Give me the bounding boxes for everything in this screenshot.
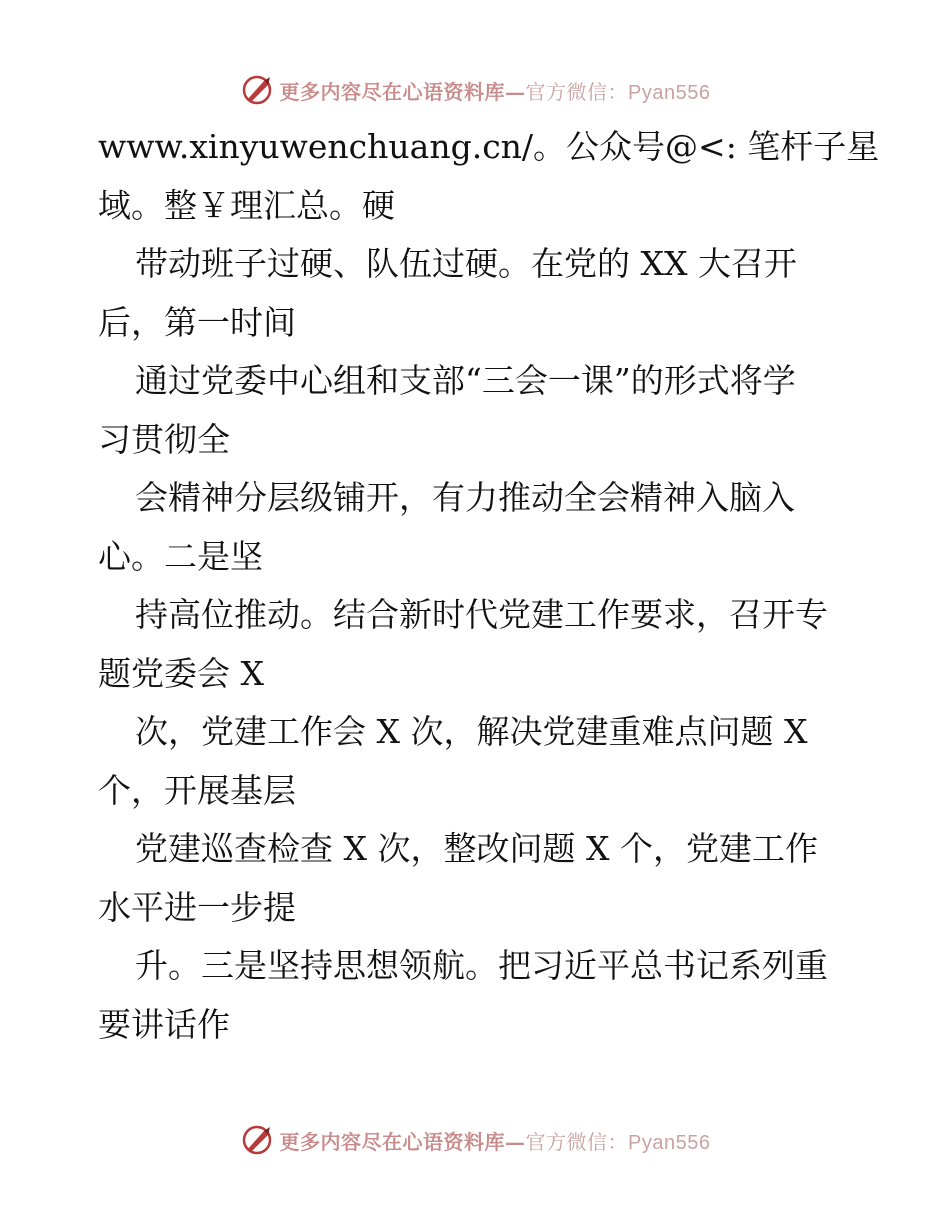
text-line: 通过党委中心组和支部“三会一课”的形式将学: [135, 361, 796, 400]
text-line: 习贯彻全: [98, 419, 230, 459]
text-line: 持高位推动。结合新时代党建工作要求，召开专: [135, 595, 828, 634]
footer-banner-text: [280, 1126, 711, 1155]
text-line: 会精神分层级铺开，有力推动全会精神入脑入: [135, 478, 795, 517]
pen-nib-logo-icon: [240, 1123, 274, 1157]
header-banner-text: [280, 76, 711, 105]
text-line: 后，第一时间: [98, 302, 296, 342]
footer-banner: [0, 1120, 950, 1160]
header-banner-slogan: 更多内容尽在心语资料库—: [279, 79, 526, 104]
text-line: 党建巡查检查 X 次，整改问题 X 个，党建工作: [135, 829, 818, 868]
text-line: 要讲话作: [98, 1004, 230, 1044]
text-line: 带动班子过硬、队伍过硬。在党的 XX 大召开: [135, 244, 797, 283]
text-line: 升。三是坚持思想领航。把习近平总书记系列重: [135, 946, 828, 985]
text-line: 水平进一步提: [98, 887, 296, 927]
header-banner: [0, 70, 950, 110]
pen-nib-logo-icon: [240, 73, 274, 107]
footer-banner-contact: 官方微信：Pyan556: [525, 1131, 711, 1154]
footer-banner-slogan: 更多内容尽在心语资料库—: [279, 1129, 526, 1154]
text-line: 心。二是坚: [98, 536, 263, 576]
header-banner-contact: 官方微信：Pyan556: [525, 81, 711, 104]
document-body: [98, 118, 898, 1054]
text-line: 次，党建工作会 X 次，解决党建重难点问题 X: [135, 712, 808, 751]
text-line: 题党委会 X: [98, 653, 264, 693]
text-line: 域。整￥理汇总。硬: [98, 185, 395, 225]
text-line: www.xinyuwenchuang.cn/。公众号@<: 笔杆子星: [98, 127, 880, 166]
text-line: 个，开展基层: [98, 770, 296, 810]
